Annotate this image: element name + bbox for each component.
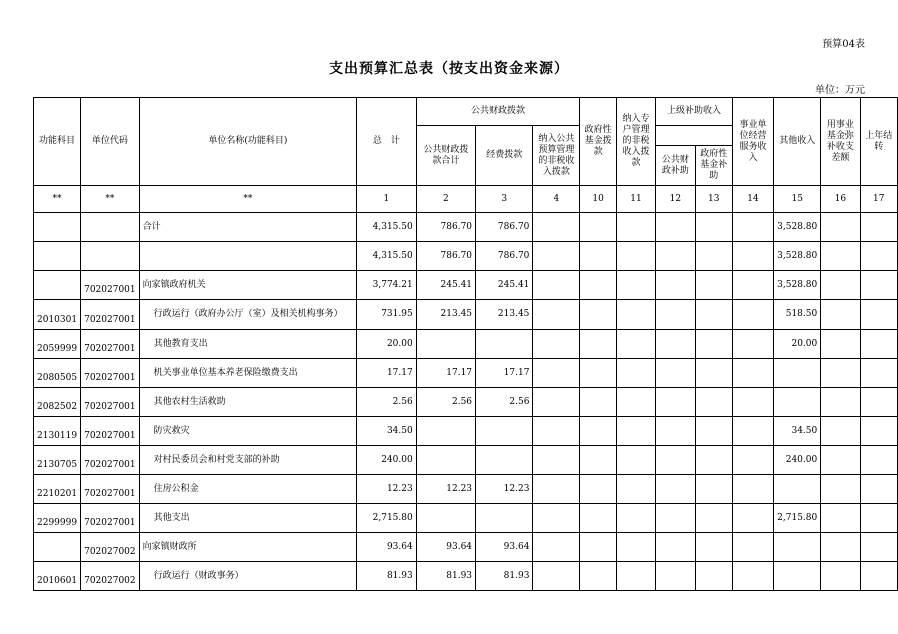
total-cell: 4,315.50 [357, 242, 417, 271]
nontax-in-budget-cell [533, 388, 580, 417]
table-body [34, 213, 898, 591]
superior-gov-fund-cell [695, 475, 732, 504]
unit-code-cell: 702027001 [81, 359, 140, 388]
operating-cell: 93.64 [476, 533, 533, 562]
header-superior-public: 公共财政补助 [656, 146, 695, 186]
nontax-in-budget-cell [533, 504, 580, 533]
business-service-cell [732, 446, 773, 475]
business-service-cell [732, 359, 773, 388]
operating-cell [476, 330, 533, 359]
unit-label: 单位：万元 [815, 85, 865, 96]
func-code-cell: 2299999 [34, 504, 81, 533]
operating-cell: 786.70 [476, 242, 533, 271]
special-nontax-cell [616, 504, 655, 533]
unit-code-cell: 702027001 [81, 300, 140, 330]
table-row [34, 213, 898, 242]
other-income-cell [774, 359, 821, 388]
column-index-cell: 4 [533, 186, 580, 213]
superior-public-cell [656, 417, 695, 446]
superior-public-cell [656, 300, 695, 330]
superior-gov-fund-cell [695, 213, 732, 242]
table-row [34, 475, 898, 504]
special-nontax-cell [616, 271, 655, 300]
gov-fund-cell [580, 417, 616, 446]
column-index-cell: ** [81, 186, 140, 213]
carryover-cell [860, 300, 897, 330]
public-finance-total-cell: 786.70 [416, 213, 475, 242]
unit-code-cell: 702027001 [81, 475, 140, 504]
unit-code-cell: 702027002 [81, 533, 140, 562]
header-row-1 [34, 98, 898, 126]
table-row [34, 359, 898, 388]
header-superior-spacer [656, 126, 733, 146]
nontax-in-budget-cell [533, 533, 580, 562]
unit-code-cell: 702027001 [81, 271, 140, 300]
other-income-cell [774, 533, 821, 562]
unit-name-cell [139, 242, 356, 271]
fund-balance-cell [821, 330, 860, 359]
header-public-finance-total: 公共财政拨款合计 [416, 126, 475, 186]
superior-gov-fund-cell [695, 271, 732, 300]
unit-name-cell: 其他农村生活救助 [139, 388, 356, 417]
column-index-cell: 12 [656, 186, 695, 213]
superior-public-cell [656, 475, 695, 504]
func-code-cell: 2130705 [34, 446, 81, 475]
special-nontax-cell [616, 562, 655, 591]
nontax-in-budget-cell [533, 562, 580, 591]
unit-code-cell: 702027001 [81, 388, 140, 417]
gov-fund-cell [580, 562, 616, 591]
gov-fund-cell [580, 300, 616, 330]
other-income-cell: 3,528.80 [774, 271, 821, 300]
unit-name-cell: 合计 [139, 213, 356, 242]
header-total: 总 计 [357, 98, 417, 186]
other-income-cell [774, 562, 821, 591]
unit-name-cell: 其他教育支出 [139, 330, 356, 359]
func-code-cell: 2059999 [34, 330, 81, 359]
superior-gov-fund-cell [695, 417, 732, 446]
func-code-cell: 2210201 [34, 475, 81, 504]
fund-balance-cell [821, 533, 860, 562]
total-cell: 731.95 [357, 300, 417, 330]
public-finance-total-cell [416, 417, 475, 446]
func-code-cell [34, 533, 81, 562]
nontax-in-budget-cell [533, 475, 580, 504]
fund-balance-cell [821, 475, 860, 504]
fund-balance-cell [821, 300, 860, 330]
operating-cell: 245.41 [476, 271, 533, 300]
unit-name-cell: 对村民委员会和村党支部的补助 [139, 446, 356, 475]
gov-fund-cell [580, 533, 616, 562]
business-service-cell [732, 562, 773, 591]
fund-balance-cell [821, 213, 860, 242]
carryover-cell [860, 330, 897, 359]
nontax-in-budget-cell [533, 446, 580, 475]
unit-name-cell: 住房公积金 [139, 475, 356, 504]
unit-code-cell [81, 213, 140, 242]
header-fund-balance: 用事业基金弥补收支差额 [821, 98, 860, 186]
superior-public-cell [656, 446, 695, 475]
header-nontax-in-budget: 纳入公共预算管理的非税收入拨款 [533, 126, 580, 186]
carryover-cell [860, 271, 897, 300]
public-finance-total-cell: 93.64 [416, 533, 475, 562]
total-cell: 4,315.50 [357, 213, 417, 242]
fund-balance-cell [821, 417, 860, 446]
unit-code-cell [81, 242, 140, 271]
unit-name-cell: 行政运行（政府办公厅（室）及相关机构事务） [139, 300, 356, 330]
column-index-cell: 11 [616, 186, 655, 213]
special-nontax-cell [616, 330, 655, 359]
nontax-in-budget-cell [533, 271, 580, 300]
form-code: 预算04表 [822, 39, 865, 50]
superior-public-cell [656, 388, 695, 417]
public-finance-total-cell: 213.45 [416, 300, 475, 330]
column-index-cell: 17 [860, 186, 897, 213]
special-nontax-cell [616, 446, 655, 475]
column-index-cell: 13 [695, 186, 732, 213]
gov-fund-cell [580, 359, 616, 388]
header-special-nontax: 纳入专户管理的非税收入拨款 [616, 98, 655, 186]
total-cell: 2.56 [357, 388, 417, 417]
header-superior-gov-fund: 政府性基金补助 [695, 146, 732, 186]
carryover-cell [860, 562, 897, 591]
superior-gov-fund-cell [695, 446, 732, 475]
other-income-cell [774, 388, 821, 417]
column-index-row [34, 186, 898, 213]
public-finance-total-cell: 17.17 [416, 359, 475, 388]
header-carryover: 上年结转 [860, 98, 897, 186]
total-cell: 12.23 [357, 475, 417, 504]
special-nontax-cell [616, 475, 655, 504]
special-nontax-cell [616, 213, 655, 242]
other-income-cell: 518.50 [774, 300, 821, 330]
superior-public-cell [656, 562, 695, 591]
superior-gov-fund-cell [695, 300, 732, 330]
total-cell: 20.00 [357, 330, 417, 359]
gov-fund-cell [580, 475, 616, 504]
table-row [34, 446, 898, 475]
public-finance-total-cell [416, 330, 475, 359]
business-service-cell [732, 533, 773, 562]
fund-balance-cell [821, 271, 860, 300]
superior-public-cell [656, 213, 695, 242]
total-cell: 93.64 [357, 533, 417, 562]
public-finance-total-cell: 786.70 [416, 242, 475, 271]
business-service-cell [732, 388, 773, 417]
budget-table [33, 97, 898, 591]
special-nontax-cell [616, 242, 655, 271]
superior-public-cell [656, 359, 695, 388]
func-code-cell: 2010301 [34, 300, 81, 330]
header-public-finance: 公共财政拨款 [416, 98, 580, 126]
gov-fund-cell [580, 242, 616, 271]
public-finance-total-cell: 81.93 [416, 562, 475, 591]
business-service-cell [732, 242, 773, 271]
superior-gov-fund-cell [695, 359, 732, 388]
table-row [34, 504, 898, 533]
nontax-in-budget-cell [533, 213, 580, 242]
superior-gov-fund-cell [695, 533, 732, 562]
superior-public-cell [656, 271, 695, 300]
business-service-cell [732, 504, 773, 533]
public-finance-total-cell: 245.41 [416, 271, 475, 300]
gov-fund-cell [580, 504, 616, 533]
other-income-cell: 3,528.80 [774, 242, 821, 271]
carryover-cell [860, 242, 897, 271]
func-code-cell: 2010601 [34, 562, 81, 591]
header-func-code: 功能科目 [34, 98, 81, 186]
table-row [34, 388, 898, 417]
nontax-in-budget-cell [533, 330, 580, 359]
superior-gov-fund-cell [695, 330, 732, 359]
func-code-cell: 2080505 [34, 359, 81, 388]
superior-public-cell [656, 504, 695, 533]
unit-name-cell: 其他支出 [139, 504, 356, 533]
unit-code-cell: 702027001 [81, 417, 140, 446]
special-nontax-cell [616, 388, 655, 417]
carryover-cell [860, 475, 897, 504]
other-income-cell: 20.00 [774, 330, 821, 359]
superior-gov-fund-cell [695, 388, 732, 417]
operating-cell: 786.70 [476, 213, 533, 242]
column-index-cell: 15 [774, 186, 821, 213]
gov-fund-cell [580, 213, 616, 242]
table-row [34, 533, 898, 562]
column-index-cell: 2 [416, 186, 475, 213]
header-other-income: 其他收入 [774, 98, 821, 186]
total-cell: 17.17 [357, 359, 417, 388]
superior-gov-fund-cell [695, 242, 732, 271]
fund-balance-cell [821, 446, 860, 475]
superior-public-cell [656, 330, 695, 359]
gov-fund-cell [580, 388, 616, 417]
column-index-cell: ** [34, 186, 81, 213]
public-finance-total-cell: 12.23 [416, 475, 475, 504]
total-cell: 240.00 [357, 446, 417, 475]
column-index-cell: ** [139, 186, 356, 213]
table-row [34, 330, 898, 359]
public-finance-total-cell [416, 446, 475, 475]
nontax-in-budget-cell [533, 359, 580, 388]
carryover-cell [860, 388, 897, 417]
fund-balance-cell [821, 359, 860, 388]
total-cell: 3,774.21 [357, 271, 417, 300]
total-cell: 81.93 [357, 562, 417, 591]
superior-public-cell [656, 242, 695, 271]
page-title: 支出预算汇总表（按支出资金来源） [329, 61, 569, 77]
carryover-cell [860, 504, 897, 533]
fund-balance-cell [821, 562, 860, 591]
header-superior-subsidy: 上级补助收入 [656, 98, 733, 126]
other-income-cell: 240.00 [774, 446, 821, 475]
header-unit-name: 单位名称(功能科目) [139, 98, 356, 186]
superior-public-cell [656, 533, 695, 562]
business-service-cell [732, 271, 773, 300]
operating-cell [476, 504, 533, 533]
business-service-cell [732, 330, 773, 359]
header-unit-code: 单位代码 [81, 98, 140, 186]
table-row [34, 562, 898, 591]
carryover-cell [860, 417, 897, 446]
unit-name-cell: 向家镇财政所 [139, 533, 356, 562]
operating-cell: 12.23 [476, 475, 533, 504]
operating-cell: 213.45 [476, 300, 533, 330]
gov-fund-cell [580, 446, 616, 475]
func-code-cell [34, 271, 81, 300]
nontax-in-budget-cell [533, 417, 580, 446]
operating-cell [476, 417, 533, 446]
other-income-cell: 34.50 [774, 417, 821, 446]
gov-fund-cell [580, 330, 616, 359]
fund-balance-cell [821, 242, 860, 271]
header-gov-fund: 政府性基金拨款 [580, 98, 616, 186]
business-service-cell [732, 475, 773, 504]
column-index-cell: 3 [476, 186, 533, 213]
column-index-cell: 1 [357, 186, 417, 213]
column-index-cell: 10 [580, 186, 616, 213]
gov-fund-cell [580, 271, 616, 300]
total-cell: 2,715.80 [357, 504, 417, 533]
unit-code-cell: 702027001 [81, 330, 140, 359]
table-row [34, 242, 898, 271]
unit-code-cell: 702027001 [81, 504, 140, 533]
func-code-cell: 2130119 [34, 417, 81, 446]
operating-cell: 2.56 [476, 388, 533, 417]
unit-name-cell: 机关事业单位基本养老保险缴费支出 [139, 359, 356, 388]
carryover-cell [860, 359, 897, 388]
carryover-cell [860, 533, 897, 562]
business-service-cell [732, 213, 773, 242]
special-nontax-cell [616, 533, 655, 562]
func-code-cell: 2082502 [34, 388, 81, 417]
total-cell: 34.50 [357, 417, 417, 446]
special-nontax-cell [616, 300, 655, 330]
unit-name-cell: 行政运行（财政事务） [139, 562, 356, 591]
func-code-cell [34, 242, 81, 271]
header-business-service: 事业单位经营服务收入 [732, 98, 773, 186]
operating-cell: 17.17 [476, 359, 533, 388]
business-service-cell [732, 300, 773, 330]
table-row [34, 300, 898, 330]
public-finance-total-cell [416, 504, 475, 533]
header-operating: 经费拨款 [476, 126, 533, 186]
other-income-cell: 2,715.80 [774, 504, 821, 533]
func-code-cell [34, 213, 81, 242]
unit-name-cell: 防灾救灾 [139, 417, 356, 446]
other-income-cell: 3,528.80 [774, 213, 821, 242]
table-row [34, 271, 898, 300]
other-income-cell [774, 475, 821, 504]
business-service-cell [732, 417, 773, 446]
special-nontax-cell [616, 359, 655, 388]
carryover-cell [860, 213, 897, 242]
public-finance-total-cell: 2.56 [416, 388, 475, 417]
unit-code-cell: 702027002 [81, 562, 140, 591]
special-nontax-cell [616, 417, 655, 446]
operating-cell [476, 446, 533, 475]
column-index-cell: 14 [732, 186, 773, 213]
nontax-in-budget-cell [533, 242, 580, 271]
fund-balance-cell [821, 388, 860, 417]
table-row [34, 417, 898, 446]
unit-name-cell: 向家镇政府机关 [139, 271, 356, 300]
superior-gov-fund-cell [695, 562, 732, 591]
fund-balance-cell [821, 504, 860, 533]
operating-cell: 81.93 [476, 562, 533, 591]
carryover-cell [860, 446, 897, 475]
superior-gov-fund-cell [695, 504, 732, 533]
column-index-cell: 16 [821, 186, 860, 213]
nontax-in-budget-cell [533, 300, 580, 330]
unit-code-cell: 702027001 [81, 446, 140, 475]
